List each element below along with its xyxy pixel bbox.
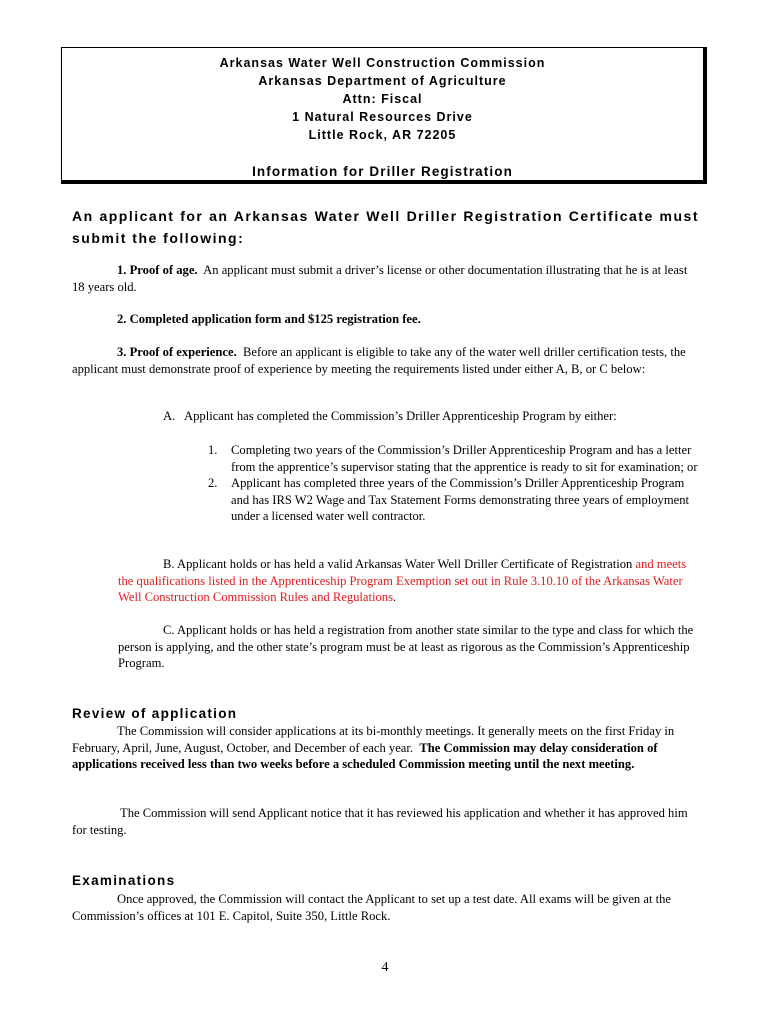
- list-item-number: 1.: [208, 443, 218, 457]
- examinations-text: Once approved, the Commission will contact the Applicant to set up a test date. All exams will be given at the Commission’s offices at 101 E. Capitol, Suite 350, Little Rock.: [72, 892, 672, 923]
- requirement-application-fee: [117, 311, 699, 328]
- req1-text: An applicant must submit a driver’s license or other documentation illustrating that he is at least 18 years old.: [72, 263, 688, 294]
- review-paragraph-1: [72, 723, 699, 773]
- list-item-text: Completing two years of the Commission’s Driller Apprenticeship Program and has a letter from the apprentice’s supervisor stating that the apprentice is ready to sit for examination; or: [231, 443, 698, 474]
- review-para1-bold: The Commission may delay consideration of applications received less than two weeks before a scheduled Commission meeting until the next meeting.: [72, 740, 658, 771]
- review-paragraph-2: [72, 805, 699, 838]
- option-a-list: [208, 442, 699, 525]
- option-b-text: B. Applicant holds or has held a valid Arkansas Water Well Driller Certificate of Registration: [163, 557, 633, 571]
- header-line-street: 1 Natural Resources Drive: [292, 110, 473, 124]
- option-c: [118, 622, 698, 672]
- option-b-end: .: [393, 590, 397, 604]
- list-item-number: 2.: [208, 476, 218, 490]
- option-a-letter: A.: [163, 409, 176, 423]
- option-a: [163, 408, 699, 425]
- list-item: [208, 442, 699, 475]
- header-line-attn: Attn: Fiscal: [342, 92, 423, 106]
- page-number: 4: [381, 960, 389, 975]
- review-para2-text: The Commission will send Applicant notice that it has reviewed his application and whether it has approved him for testing.: [72, 806, 688, 837]
- option-c-text: C. Applicant holds or has held a registration from another state similar to the type and class for which the person is applying, and the other state’s program must be at least as rigorous as the Commission’s Apprenticeship Program.: [118, 623, 694, 670]
- option-b: [118, 556, 698, 606]
- examinations-heading: Examinations: [72, 873, 176, 888]
- option-a-text: Applicant has completed the Commission’s Driller Apprenticeship Program by either:: [184, 409, 617, 423]
- requirement-proof-of-age: [72, 262, 699, 295]
- header-line-department: Arkansas Department of Agriculture: [258, 74, 507, 88]
- req1-label: 1. Proof of age.: [117, 263, 198, 277]
- review-para1-text: The Commission will consider applications at its bi-monthly meetings. It generally meets on the first Friday in February, April, June, August, October, and December of each year.: [72, 724, 675, 755]
- requirement-proof-of-experience: [72, 344, 699, 377]
- header-line-city: Little Rock, AR 72205: [308, 128, 457, 142]
- list-item-text: Applicant has completed three years of the Commission’s Driller Apprenticeship Program and has IRS W2 Wage and Tax Statement Forms demonstrating three years of employment under a licensed water well contractor.: [231, 476, 690, 523]
- req3-text: Before an applicant is eligible to take any of the water well driller certification tests, the applicant must demonstrate proof of experience by meeting the requirements listed under either A, B, or C below:: [72, 345, 686, 376]
- review-heading: Review of application: [72, 706, 238, 721]
- header-line-agency: Arkansas Water Well Construction Commission: [219, 56, 546, 70]
- req2-label: 2. Completed application form and $125 registration fee.: [117, 312, 421, 326]
- intro-heading: An applicant for an Arkansas Water Well Driller Registration Certificate must submit the following:: [72, 208, 699, 246]
- req3-label: 3. Proof of experience.: [117, 345, 237, 359]
- page-title: Information for Driller Registration: [252, 164, 513, 179]
- examinations-paragraph: [72, 891, 699, 924]
- list-item: [208, 475, 699, 525]
- option-b-exemption-text: and meets the qualifications listed in the Apprenticeship Program Exemption set out in Rule 3.10.10 of the Arkansas Water Well Construction Commission Rules and Regulations: [118, 557, 687, 604]
- header-box: [61, 47, 707, 184]
